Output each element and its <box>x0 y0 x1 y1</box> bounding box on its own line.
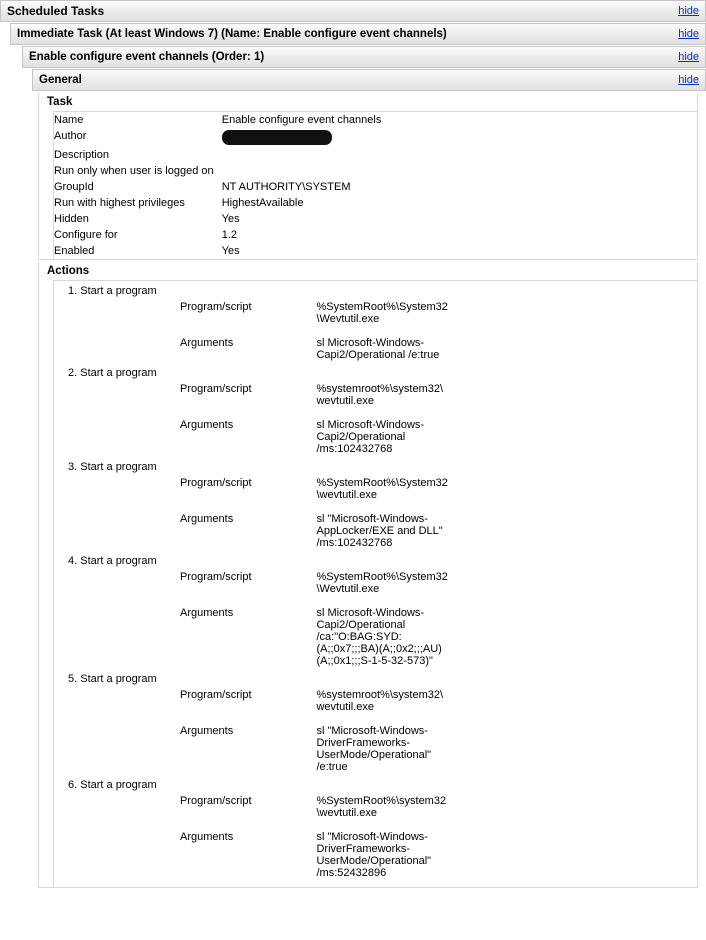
spacer-cell <box>451 511 697 551</box>
task-details <box>53 111 697 259</box>
task-value: NT AUTHORITY\SYSTEM <box>221 181 351 193</box>
section-bar-enable-configure <box>22 46 706 68</box>
table-row <box>54 211 697 227</box>
action-key: Program/script <box>180 301 252 313</box>
action-value: %SystemRoot%\System32\Wevtutil.exe <box>316 301 448 325</box>
task-heading: Task <box>39 93 697 111</box>
list-item: 4. Start a program <box>68 555 157 567</box>
section-bar-general <box>32 69 706 91</box>
row-spacer <box>54 503 697 511</box>
table-row <box>54 179 697 195</box>
list-item: 1. Start a program <box>68 285 157 297</box>
action-value: sl Microsoft-Windows-Capi2/Operational /ms:102432768 <box>316 419 425 455</box>
table-row <box>54 335 697 363</box>
spacer-cell <box>451 475 697 503</box>
table-row <box>54 475 697 503</box>
table-row <box>54 299 697 327</box>
action-value: %systemroot%\system32\wevtutil.exe <box>316 689 444 713</box>
task-value <box>222 163 390 179</box>
table-row <box>54 147 697 163</box>
task-value: Yes <box>221 245 240 257</box>
general-title: General <box>39 74 82 86</box>
action-value: sl Microsoft-Windows-Capi2/Operational /e:true <box>316 337 440 361</box>
table-row <box>54 793 697 821</box>
table-row <box>54 829 697 881</box>
table-row <box>54 605 697 669</box>
spacer-cell <box>389 112 697 128</box>
action-value: %systemroot%\system32\wevtutil.exe <box>316 383 444 407</box>
hide-link-scheduled-tasks[interactable]: hide <box>678 5 699 17</box>
task-value: HighestAvailable <box>221 197 304 209</box>
task-key: Run with highest privileges <box>54 197 185 209</box>
task-value <box>222 147 390 163</box>
spacer-cell <box>451 569 697 597</box>
spacer-cell <box>451 793 697 821</box>
task-key: Hidden <box>54 213 89 225</box>
action-table <box>54 475 697 551</box>
action-value: sl Microsoft-Windows-Capi2/Operational /ca:"O:BAG:SYD:(A;;0x7;;;BA)(A;;0x2;;;AU)(A;;0x1;;;S-1-5-32-573)" <box>316 607 442 667</box>
action-table <box>54 687 697 775</box>
table-row <box>54 417 697 457</box>
row-spacer <box>54 715 697 723</box>
table-row <box>54 195 697 211</box>
task-value: Enable configure event channels <box>221 114 382 126</box>
table-row <box>54 163 697 179</box>
immediate-task-title: Immediate Task (At least Windows 7) (Name: Enable configure event channels) <box>17 28 447 40</box>
spacer-cell <box>451 381 697 409</box>
spacer-cell <box>451 417 697 457</box>
redaction-block <box>222 130 332 145</box>
spacer-cell <box>451 723 697 775</box>
enable-configure-title: Enable configure event channels (Order: 1) <box>29 51 265 63</box>
action-key: Program/script <box>180 689 252 701</box>
hide-link-enable-configure[interactable]: hide <box>678 51 699 63</box>
row-spacer <box>54 597 697 605</box>
list-item: 2. Start a program <box>68 367 157 379</box>
list-item: 5. Start a program <box>68 673 157 685</box>
action-key: Arguments <box>180 337 234 349</box>
list-item: 6. Start a program <box>68 779 157 791</box>
action-key: Arguments <box>180 419 234 431</box>
table-row <box>54 569 697 597</box>
table-row <box>54 723 697 775</box>
section-bar-immediate-task <box>10 23 706 45</box>
spacer-cell <box>451 687 697 715</box>
table-row <box>54 227 697 243</box>
action-table <box>54 381 697 457</box>
spacer-cell <box>389 211 697 227</box>
task-table <box>54 112 697 259</box>
task-value: 1.2 <box>221 229 238 241</box>
action-value: sl "Microsoft-Windows-AppLocker/EXE and DLL" /ms:102432768 <box>316 513 443 549</box>
task-value: Yes <box>221 213 240 225</box>
action-key: Program/script <box>180 477 252 489</box>
action-value: %SystemRoot%\System32\wevtutil.exe <box>316 477 448 501</box>
spacer-cell <box>389 147 697 163</box>
table-row <box>54 687 697 715</box>
table-row <box>54 381 697 409</box>
task-key: Run only when user is logged on <box>54 165 214 177</box>
actions-panel <box>38 262 698 888</box>
task-key: Name <box>54 114 84 126</box>
row-spacer <box>54 821 697 829</box>
task-key: Author <box>54 130 87 142</box>
spacer-cell <box>389 243 697 259</box>
action-table <box>54 569 697 669</box>
spacer-cell <box>451 299 697 327</box>
row-spacer <box>54 409 697 417</box>
action-value: sl "Microsoft-Windows-DriverFrameworks-UserMode/Operational" /ms:52432896 <box>316 831 432 879</box>
scheduled-tasks-title: Scheduled Tasks <box>7 4 105 18</box>
action-key: Arguments <box>180 831 234 843</box>
table-row <box>54 112 697 128</box>
action-key: Program/script <box>180 795 252 807</box>
action-key: Arguments <box>180 513 234 525</box>
actions-heading: Actions <box>39 262 697 280</box>
action-key: Arguments <box>180 607 234 619</box>
action-value: sl "Microsoft-Windows-DriverFrameworks-UserMode/Operational" /e:true <box>316 725 432 773</box>
task-key: Enabled <box>54 245 95 257</box>
task-key: GroupId <box>54 181 94 193</box>
action-value: %SystemRoot%\system32\wevtutil.exe <box>316 795 447 819</box>
section-bar-scheduled-tasks <box>0 0 706 22</box>
spacer-cell <box>389 163 697 179</box>
hide-link-immediate-task[interactable]: hide <box>678 28 699 40</box>
action-table <box>54 299 697 363</box>
task-panel <box>38 93 698 260</box>
spacer-cell <box>451 829 697 881</box>
spacer-cell <box>389 179 697 195</box>
spacer-cell <box>389 128 697 147</box>
task-value-redacted <box>222 128 390 147</box>
table-row <box>54 128 697 147</box>
actions-list <box>53 280 697 887</box>
table-row <box>54 511 697 551</box>
hide-link-general[interactable]: hide <box>678 74 699 86</box>
task-key: Description <box>54 149 110 161</box>
row-spacer <box>54 327 697 335</box>
spacer-cell <box>389 227 697 243</box>
action-key: Arguments <box>180 725 234 737</box>
spacer-cell <box>389 195 697 211</box>
action-table <box>54 793 697 881</box>
spacer-cell <box>451 335 697 363</box>
action-key: Program/script <box>180 383 252 395</box>
task-key: Configure for <box>54 229 118 241</box>
spacer-cell <box>451 605 697 669</box>
action-key: Program/script <box>180 571 252 583</box>
table-row <box>54 243 697 259</box>
list-item: 3. Start a program <box>68 461 157 473</box>
action-value: %SystemRoot%\System32\Wevtutil.exe <box>316 571 448 595</box>
